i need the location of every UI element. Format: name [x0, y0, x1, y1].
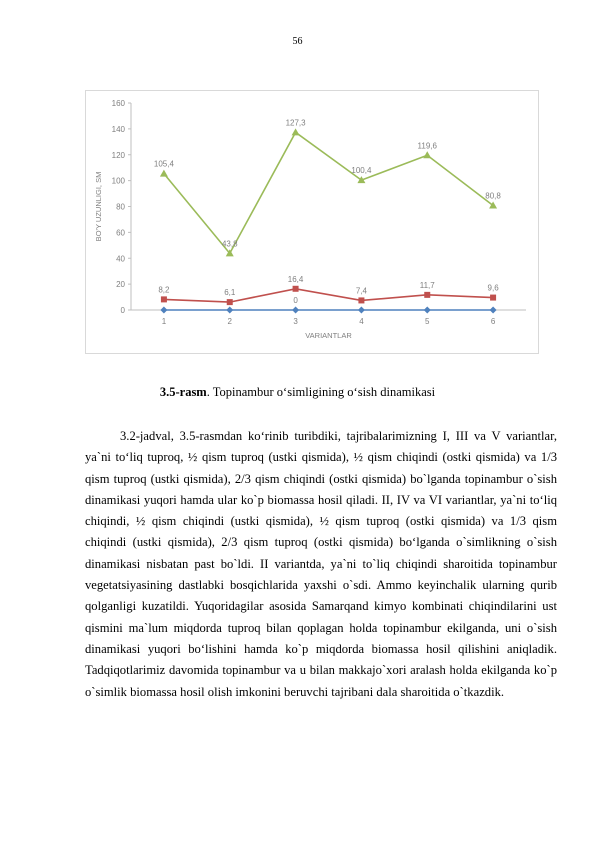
y-tick-label: 140	[111, 124, 125, 134]
series-1-data-label: 0	[293, 296, 298, 305]
series-3-data-label: 80,8	[485, 191, 501, 201]
series-2-point	[424, 292, 430, 298]
series-1-point	[424, 307, 431, 314]
y-tick-label: 40	[116, 254, 125, 264]
series-2-point	[161, 296, 167, 302]
series-3-data-label: 100,4	[351, 166, 372, 176]
x-axis-title: VARIANTLAR	[305, 331, 352, 340]
body-paragraph: 3.2-jadval, 3.5-rasmdan ko‘rinib turibdiki, tajribalarimizning I, III va V variantlar, ya`ni to‘liq tuproq, ½ qism tuproq (ustki qismida), ½ qism chiqindi (ostki qismida) va 1/3 qism tuproq (ustki qismida), 2/3 qism chiqindi (ostki qismida) bo`lganda topinambur o`sish dinamikasi yuqori hamda ular ko`p biomassa hosil qiladi. II, IV va VI variantlar, ya`ni to‘liq chiqindi, ½ qism chiqindi (ustki qismida), ½ qism tuproq (ostki qismida) va 1/3 qism chiqindi (ustki qismida), 2/3 qism tuproq (ostki qismida) bo‘lganda o`simlikning o`sish dinamikasi nisbatan past bo`ldi. II variantda, ya`ni to`liq chiqindi sharoitida topinambur vegetatsiyasining dastlabki bosqichlarida yaxshi o`sdi. Ammo keyinchalik ularning qurib qolganligi kuzatildi. Yuqoridagilar asosida Samarqand kimyo kombinati chiqindilarini ust qismini ma`lum miqdorda tuproq bilan qoplagan holda topinambur ekilganda, uni o`sish dinamikasi yuqori bo‘lishini hamda ko`p miqdorda biomassa hosil qilishini aniqladik. Tadqiqotlarimiz davomida topinambur va u bilan makkajo`xori aralash holda ekilganda ko`p o`simlik biomassa hosil olish imkonini beruvchi tajribani dala sharoitida o`tkazdik.	[85, 429, 557, 699]
series-2-data-label: 9,6	[487, 283, 499, 293]
series-3-point	[423, 151, 431, 158]
y-tick-label: 20	[116, 280, 125, 290]
series-2-data-label: 16,4	[287, 274, 304, 284]
figure-caption	[0, 385, 595, 400]
y-tick-label: 120	[111, 150, 125, 160]
y-tick-label: 160	[111, 99, 125, 108]
x-tick-label: 6	[490, 317, 496, 326]
series-3-line	[164, 132, 493, 253]
series-3-data-label: 43,8	[221, 239, 238, 249]
series-1-point	[292, 307, 299, 314]
series-2-data-label: 11,7	[419, 280, 435, 290]
series-3-data-label: 119,6	[417, 141, 437, 151]
x-tick-label: 2	[227, 317, 232, 326]
series-2-point	[490, 295, 496, 301]
chart-svg	[86, 91, 538, 353]
figure-caption-text: . Topinambur o‘simligining o‘sish dinamikasi	[206, 385, 436, 399]
series-2-point	[293, 286, 299, 292]
series-2-point	[358, 297, 364, 303]
series-1-point	[490, 307, 497, 314]
series-1-point	[160, 307, 167, 314]
series-1-point	[358, 307, 365, 314]
x-tick-label: 3	[293, 317, 298, 326]
y-tick-label: 80	[116, 202, 125, 212]
series-2-data-label: 6,1	[224, 288, 236, 298]
x-tick-label: 4	[359, 317, 364, 326]
growth-dynamics-chart	[85, 90, 539, 354]
series-3-data-label: 105,4	[153, 159, 174, 169]
series-2-line	[164, 289, 493, 302]
y-tick-label: 60	[116, 228, 125, 238]
x-tick-label: 5	[425, 317, 430, 326]
series-1-point	[226, 307, 233, 314]
series-2-data-label: 7,4	[355, 286, 367, 296]
x-tick-label: 1	[161, 317, 167, 326]
series-3-point	[292, 128, 300, 135]
series-3-data-label: 127,3	[285, 118, 306, 128]
series-2-point	[227, 299, 233, 305]
series-3-point	[160, 170, 168, 177]
page-number: 56	[292, 36, 303, 47]
y-tick-label: 100	[111, 176, 125, 186]
y-tick-label: 0	[120, 306, 125, 315]
series-2-data-label: 8,2	[158, 285, 170, 295]
y-axis-title: BO'Y UZUNLIGI, SM	[94, 171, 103, 242]
figure-label: 3.5-rasm	[159, 385, 207, 399]
